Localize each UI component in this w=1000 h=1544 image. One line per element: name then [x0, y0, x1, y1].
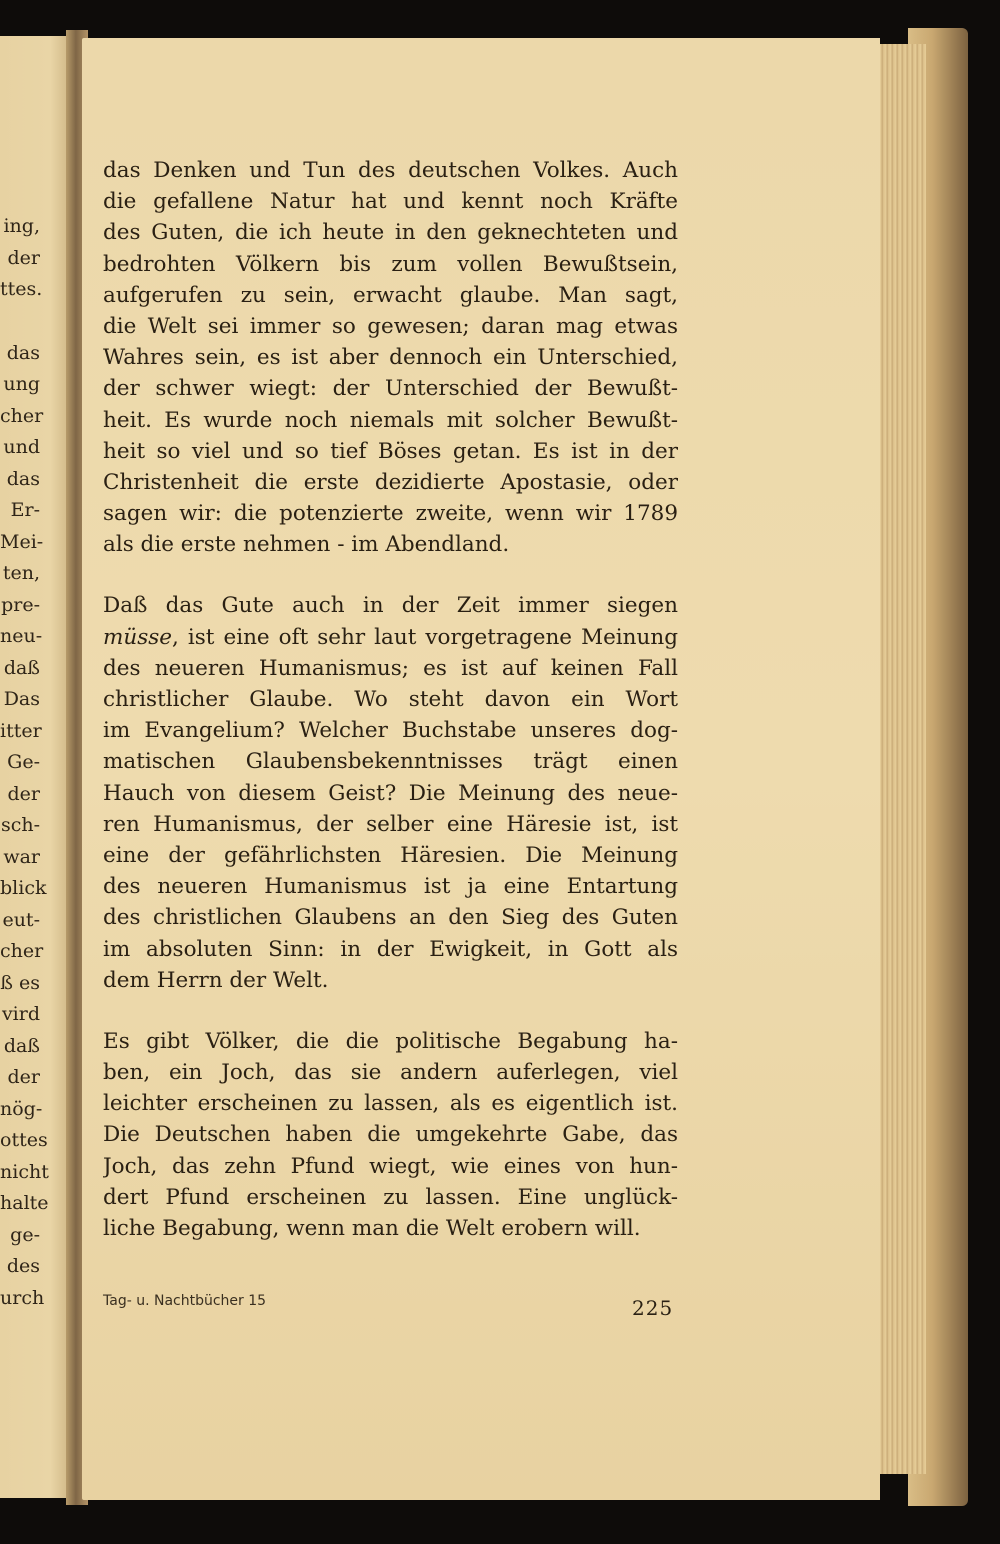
text-line: Daß das Gute auch in der Zeit immer siegen [103, 593, 678, 619]
text-line: heit so viel und so tief Böses getan. Es ist in der [103, 438, 678, 464]
left-page-fragment: cher [0, 404, 44, 427]
text-line: das Denken und Tun des deutschen Volkes. Auch [103, 158, 678, 183]
text-line: Christenheit die erste dezidierte Apostasie, oder [103, 469, 678, 495]
left-page-fragment: und [3, 436, 40, 458]
left-page-fragment: ttes. [0, 278, 43, 300]
signature-line: Tag- u. Nachtbücher 15 [103, 1293, 267, 1309]
left-page-fragment: Mei- [0, 530, 44, 553]
left-page-fragment: urch [0, 1286, 45, 1309]
left-page [0, 36, 72, 1498]
text-line: Hauch von diesem Geist? Die Meinung des neue- [103, 780, 678, 806]
text-line: Es gibt Völker, die die politische Begabung ha- [103, 1028, 678, 1054]
left-page-fragment: neu- [0, 625, 43, 647]
left-page-fragment: ung [3, 373, 40, 395]
paragraph [103, 590, 678, 995]
text-line: ren Humanismus, der selber eine Häresie ist, ist [103, 811, 678, 837]
left-page-fragment: der [7, 1066, 40, 1088]
text-line: der schwer wiegt: der Unterschied der Bewußt- [103, 376, 678, 402]
left-page-fragment: das [6, 341, 40, 364]
paragraph-gap [103, 996, 678, 1026]
left-page-fragment: Ge- [7, 751, 40, 773]
left-page-fragment: ß es [0, 971, 40, 994]
text-line: Joch, das zehn Pfund wiegt, wie eines von hun- [103, 1153, 678, 1179]
text-line: müsse, ist eine oft sehr laut vorgetragene Meinung [103, 624, 678, 650]
body-text [103, 155, 678, 1244]
text-line: im Evangelium? Welcher Buchstabe unseres dog- [103, 718, 678, 744]
text-line: die gefallene Natur hat und kennt noch Kräfte [103, 189, 678, 215]
left-page-fragment: Das [3, 688, 40, 710]
emphasized-word: müsse [103, 624, 173, 650]
left-page-fragment: pre- [1, 593, 40, 616]
text-line: christlicher Glaube. Wo steht davon ein Wort [103, 687, 678, 712]
left-page-fragment: sch- [0, 814, 40, 836]
text-line: des Guten, die ich heute in den geknechteten und [103, 220, 678, 246]
text-line: Die Deutschen haben die umgekehrte Gabe, das [103, 1122, 678, 1148]
text-line: bedrohten Völkern bis zum vollen Bewußtsein, [103, 251, 678, 277]
text-line: dert Pfund erscheinen zu lassen. Eine unglück- [103, 1184, 678, 1210]
left-page-fragment: ten, [2, 562, 40, 584]
left-page-fragment: Er- [10, 499, 40, 521]
text-line: heit. Es wurde noch niemals mit solcher Bewußt- [103, 407, 678, 433]
text-line: matischen Glaubensbekenntnisses trägt einen [103, 749, 678, 775]
left-page-fragment: nög- [0, 1097, 43, 1120]
left-page-fragment: cher [0, 940, 44, 962]
text-line: eine der gefährlichsten Häresien. Die Meinung [103, 842, 678, 868]
left-page-fragment: nicht [0, 1160, 49, 1183]
fragment-group-gap [0, 306, 40, 338]
left-page-fragment: der [7, 246, 40, 269]
left-page-fragment: itter [0, 719, 42, 742]
left-page-fragment: halte [0, 1192, 49, 1214]
text-line: Wahres sein, es ist aber dennoch ein Unterschied, [103, 345, 678, 371]
text-line: im absoluten Sinn: in der Ewigkeit, in Gott als [103, 936, 678, 962]
text-line: des christlichen Glaubens an den Sieg des Guten [103, 905, 678, 931]
paragraph [103, 155, 678, 560]
paragraph-gap [103, 560, 678, 590]
text-line: liche Begabung, wenn man die Welt erobern will. [103, 1216, 641, 1241]
text-line: die Welt sei immer so gewesen; daran mag etwas [103, 313, 678, 339]
left-page-fragment: des [6, 1255, 40, 1277]
text-line: als die erste nehmen - im Abendland. [103, 532, 510, 558]
text-line: des neueren Humanismus ist ja eine Entartung [103, 874, 678, 900]
left-page-fragment: ottes [0, 1129, 48, 1151]
text-line: aufgerufen zu sein, erwacht glaube. Man sagt, [103, 282, 678, 308]
left-page-fragment: das [6, 467, 40, 490]
text-line: sagen wir: die potenzierte zweite, wenn wir 1789 [103, 501, 678, 527]
text-line: leichter erscheinen zu lassen, als es eigentlich ist. [103, 1091, 678, 1117]
left-page-fragment: blick [0, 877, 47, 899]
text-line: des neueren Humanismus; es ist auf keinen Fall [103, 655, 678, 681]
left-page-fragment: daß [3, 1034, 40, 1057]
paragraph [103, 1026, 678, 1244]
text-line: dem Herrn der Welt. [103, 967, 329, 993]
text-line: ben, ein Joch, das sie andern auferlegen, viel [103, 1060, 678, 1086]
left-page-text-fragments [0, 211, 49, 1314]
left-page-fragment: daß [3, 656, 40, 679]
left-page-fragment: der [7, 782, 40, 805]
left-page-fragment: ge- [10, 1223, 40, 1246]
left-page-fragment: war [3, 845, 40, 868]
page-number: 225 [632, 1296, 674, 1320]
left-page-fragment: eut- [2, 908, 40, 931]
left-page-fragment: ing, [3, 215, 40, 237]
left-page-fragment: vird [1, 1003, 40, 1025]
